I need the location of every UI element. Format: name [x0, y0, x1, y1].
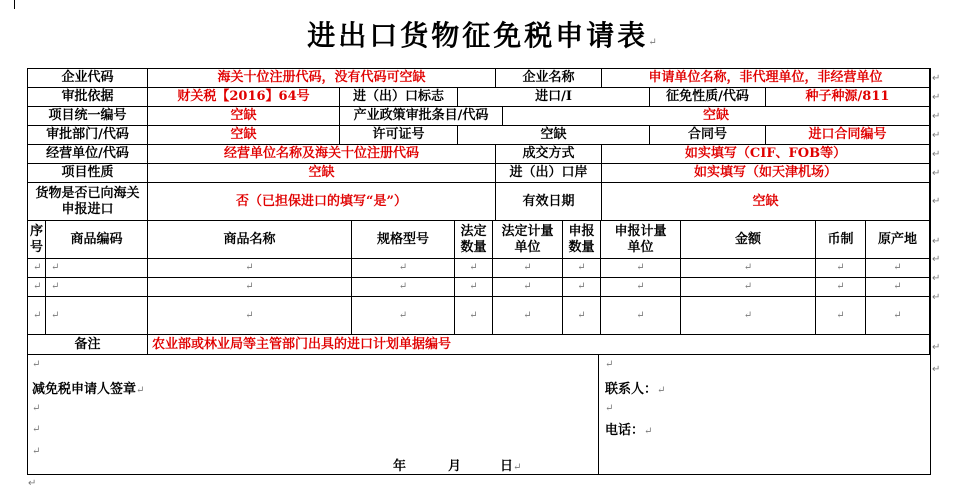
- text-cursor: [14, 0, 15, 9]
- para-mark: ↵: [245, 281, 254, 292]
- tax-nature-value[interactable]: 种子种源/811: [766, 88, 930, 107]
- date-year: 年: [393, 459, 407, 474]
- port-value[interactable]: 如实填写（如天津机场）: [602, 164, 930, 183]
- col-header-decl-unit: 申报计量单位: [601, 221, 681, 259]
- goods-cell[interactable]: [816, 297, 866, 335]
- remarks-label: 备注: [28, 335, 148, 355]
- para-mark: ↵: [32, 446, 41, 457]
- declared-value[interactable]: 否（已担保进口的填写“是”）: [148, 183, 496, 221]
- license-value[interactable]: 空缺: [458, 126, 650, 145]
- goods-cell[interactable]: [681, 297, 816, 335]
- approval-basis-value[interactable]: 财关税【2016】64号: [148, 88, 340, 107]
- goods-cell[interactable]: [681, 259, 816, 278]
- para-mark: ↵: [469, 262, 478, 273]
- contact-label: 联系人：↵: [605, 382, 666, 397]
- para-mark: ↵: [469, 281, 478, 292]
- company-name-value[interactable]: 申请单位名称，非代理单位，非经营单位: [602, 69, 930, 88]
- goods-cell[interactable]: [46, 278, 148, 297]
- goods-cell[interactable]: [563, 278, 601, 297]
- para-mark: ↵: [469, 309, 478, 321]
- policy-item-value[interactable]: 空缺: [503, 107, 930, 126]
- para-mark: ↵: [245, 262, 254, 273]
- goods-cell[interactable]: [866, 278, 930, 297]
- col-header-seq: 序号: [28, 221, 46, 259]
- ie-flag-value[interactable]: 进口/I: [458, 88, 650, 107]
- remarks-value[interactable]: 农业部或林业局等主管部门出具的进口计划单据编号: [148, 335, 930, 355]
- goods-cell[interactable]: [493, 297, 563, 335]
- para-mark: ↵: [743, 309, 753, 321]
- signature-label: 减免税申请人签章↵: [32, 382, 145, 397]
- para-mark: ↵: [893, 281, 902, 292]
- para-mark: ↵: [523, 262, 532, 273]
- col-header-decl-qty: 申报数量: [563, 221, 601, 259]
- col-header-legal-qty: 法定数量: [455, 221, 493, 259]
- goods-cell[interactable]: [28, 297, 46, 335]
- para-mark: ↵: [398, 262, 408, 273]
- row-end-mark: ↵: [932, 168, 941, 179]
- port-label: 进（出）口岸: [496, 164, 602, 183]
- goods-cell[interactable]: [816, 259, 866, 278]
- para-mark: ↵: [836, 309, 845, 321]
- row-end-mark: ↵: [932, 273, 941, 284]
- goods-cell[interactable]: [816, 278, 866, 297]
- row-end-mark: ↵: [932, 111, 941, 122]
- para-mark: ↵: [33, 281, 42, 292]
- para-mark: ↵: [398, 309, 408, 321]
- goods-cell[interactable]: [148, 259, 352, 278]
- goods-cell[interactable]: [46, 259, 148, 278]
- row-end-mark: ↵: [932, 236, 941, 247]
- row-end-mark: ↵: [932, 130, 941, 141]
- col-header-legal-unit: 法定计量单位: [493, 221, 563, 259]
- para-mark: ↵: [33, 262, 42, 273]
- row-end-mark: ↵: [932, 254, 941, 265]
- para-mark: ↵: [836, 281, 845, 292]
- goods-cell[interactable]: [352, 297, 455, 335]
- row-end-mark: ↵: [932, 149, 941, 160]
- goods-cell[interactable]: [601, 278, 681, 297]
- goods-cell[interactable]: [493, 259, 563, 278]
- col-header-amount: 金额: [681, 221, 816, 259]
- goods-cell[interactable]: [563, 297, 601, 335]
- approval-basis-label: 审批依据: [28, 88, 148, 107]
- para-mark: ↵: [28, 478, 37, 489]
- goods-cell[interactable]: [148, 297, 352, 335]
- para-mark: ↵: [577, 262, 586, 273]
- project-nature-value[interactable]: 空缺: [148, 164, 496, 183]
- goods-cell[interactable]: [455, 259, 493, 278]
- goods-cell[interactable]: [352, 259, 455, 278]
- contract-value[interactable]: 进口合同编号: [766, 126, 930, 145]
- project-nature-label: 项目性质: [28, 164, 148, 183]
- policy-item-label: 产业政策审批条目/代码: [340, 107, 503, 126]
- para-mark: ↵: [33, 309, 42, 321]
- company-name-label: 企业名称: [496, 69, 602, 88]
- para-mark: ↵: [836, 262, 845, 273]
- para-mark: ↵: [51, 309, 60, 321]
- license-label: 许可证号: [340, 126, 458, 145]
- deal-mode-label: 成交方式: [496, 145, 602, 164]
- declared-label: 货物是否已向海关申报进口: [28, 183, 148, 221]
- validity-label: 有效日期: [496, 183, 602, 221]
- para-mark: ↵: [245, 309, 254, 321]
- para-mark: ↵: [32, 359, 41, 370]
- para-mark: ↵: [893, 262, 902, 273]
- goods-cell[interactable]: [563, 259, 601, 278]
- approval-dept-label: 审批部门/代码: [28, 126, 148, 145]
- para-mark: ↵: [605, 359, 614, 370]
- col-header-name: 商品名称: [148, 221, 352, 259]
- para-mark: ↵: [605, 403, 614, 414]
- row-end-mark: ↵: [932, 73, 941, 84]
- para-mark: ↵: [523, 309, 532, 321]
- goods-cell[interactable]: [148, 278, 352, 297]
- goods-cell[interactable]: [352, 278, 455, 297]
- col-header-code: 商品编码: [46, 221, 148, 259]
- validity-value[interactable]: 空缺: [602, 183, 930, 221]
- contract-label: 合同号: [650, 126, 766, 145]
- goods-cell[interactable]: [493, 278, 563, 297]
- goods-cell[interactable]: [681, 278, 816, 297]
- para-mark: ↵: [636, 262, 645, 273]
- company-code-label: 企业代码: [28, 69, 148, 88]
- para-mark: ↵: [32, 403, 41, 414]
- application-form-table: [27, 68, 931, 475]
- para-mark: ↵: [893, 309, 902, 321]
- row-end-mark: ↵: [932, 342, 941, 353]
- contact-area[interactable]: [599, 355, 930, 474]
- para-mark: ↵: [523, 281, 532, 292]
- company-code-value[interactable]: 海关十位注册代码，没有代码可空缺: [148, 69, 496, 88]
- col-header-currency: 币制: [816, 221, 866, 259]
- row-end-mark: ↵: [932, 92, 941, 103]
- goods-cell[interactable]: [601, 259, 681, 278]
- para-mark: ↵: [743, 262, 753, 273]
- goods-cell[interactable]: [601, 297, 681, 335]
- col-header-spec: 规格型号: [352, 221, 455, 259]
- row-end-mark: ↵: [932, 196, 941, 207]
- row-end-mark: ↵: [932, 292, 941, 303]
- date-day: 日↵: [500, 459, 522, 474]
- goods-cell[interactable]: [866, 297, 930, 335]
- form-title: 进出口货物征免税申请表↵: [307, 19, 660, 52]
- para-mark: ↵: [32, 424, 41, 435]
- goods-cell[interactable]: [46, 297, 148, 335]
- phone-label: 电话：↵: [605, 423, 653, 438]
- ie-flag-label: 进（出）口标志: [340, 88, 458, 107]
- para-mark: ↵: [636, 281, 645, 292]
- deal-mode-value[interactable]: 如实填写（CIF、FOB等）: [602, 145, 930, 164]
- operator-value[interactable]: 经营单位名称及海关十位注册代码: [148, 145, 496, 164]
- date-month: 月: [448, 459, 462, 474]
- goods-cell[interactable]: [455, 278, 493, 297]
- para-mark: ↵: [577, 309, 586, 321]
- goods-cell[interactable]: [866, 259, 930, 278]
- operator-label: 经营单位/代码: [28, 145, 148, 164]
- goods-cell[interactable]: [455, 297, 493, 335]
- para-mark: ↵: [743, 281, 753, 292]
- goods-cell[interactable]: [28, 278, 46, 297]
- row-end-mark: ↵: [932, 364, 941, 375]
- project-code-label: 项目统一编号: [28, 107, 148, 126]
- para-mark: ↵: [51, 262, 60, 273]
- para-mark: ↵: [577, 281, 586, 292]
- approval-dept-value[interactable]: 空缺: [148, 126, 340, 145]
- tax-nature-label: 征免性质/代码: [650, 88, 766, 107]
- goods-cell[interactable]: [28, 259, 46, 278]
- col-header-origin: 原产地: [866, 221, 930, 259]
- project-code-value[interactable]: 空缺: [148, 107, 340, 126]
- para-mark: ↵: [398, 281, 408, 292]
- para-mark: ↵: [636, 309, 645, 321]
- para-mark: ↵: [51, 281, 60, 292]
